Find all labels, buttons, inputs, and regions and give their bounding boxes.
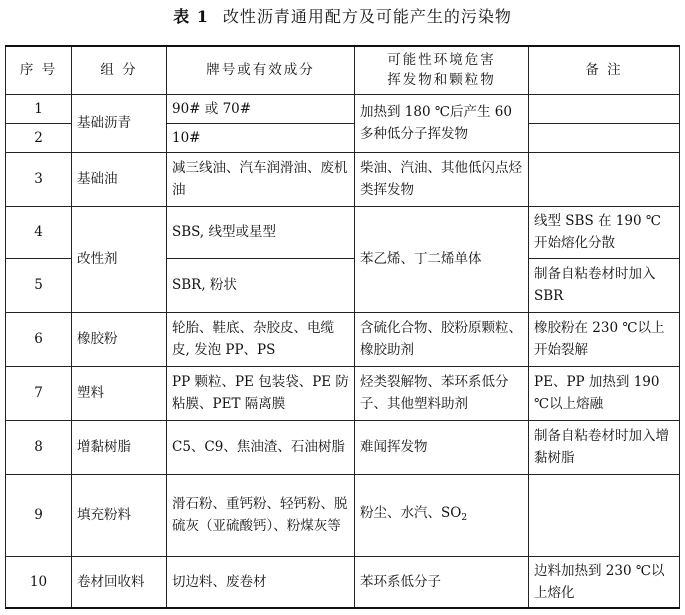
row-remark: PE、PP 加热到 190 ℃以上熔融 — [529, 366, 680, 420]
row-brand: 减三线油、汽车润滑油、废机油 — [167, 152, 355, 206]
table-caption: 改性沥青通用配方及可能产生的污染物 — [222, 7, 512, 26]
row-pollutant: 加热到 180 ℃后产生 60 多种低分子挥发物 — [355, 94, 529, 152]
row-pollutant: 苯环系低分子 — [355, 556, 529, 608]
table-row — [6, 556, 680, 608]
row-component: 卷材回收料 — [72, 556, 167, 608]
row-remark — [529, 123, 680, 152]
row-number: 1 — [6, 94, 72, 123]
table-row — [6, 366, 680, 420]
row-brand: SBR, 粉状 — [167, 258, 355, 312]
row-number: 3 — [6, 152, 72, 206]
row-brand: SBS, 线型或星型 — [167, 206, 355, 258]
table-row — [6, 94, 680, 123]
row-number: 5 — [6, 258, 72, 312]
row-number: 7 — [6, 366, 72, 420]
header-component: 组 分 — [72, 46, 167, 94]
table-row — [6, 206, 680, 258]
row-remark: 橡胶粉在 230 ℃以上开始裂解 — [529, 312, 680, 366]
header-brand: 牌号或有效成分 — [167, 46, 355, 94]
row-component: 增黏树脂 — [72, 420, 167, 474]
header-row — [6, 46, 680, 94]
table-row — [6, 312, 680, 366]
table-row — [6, 152, 680, 206]
row-remark: 线型 SBS 在 190 ℃开始熔化分散 — [529, 206, 680, 258]
header-pollutant-line1: 可能性环境危害 — [387, 52, 496, 69]
row-brand: 轮胎、鞋底、杂胶皮、电缆皮, 发泡 PP、PS — [167, 312, 355, 366]
row-number: 2 — [6, 123, 72, 152]
table-row — [6, 474, 680, 556]
header-pollutant — [355, 46, 529, 94]
row-remark — [529, 94, 680, 123]
row-brand: 90# 或 70# — [167, 94, 355, 123]
row-brand: 切边料、废卷材 — [167, 556, 355, 608]
row-brand: PP 颗粒、PE 包装袋、PE 防粘膜、PET 隔离膜 — [167, 366, 355, 420]
pollutant-text: 粉尘、水汽、SO — [360, 504, 462, 521]
header-pollutant-line2: 挥发物和颗粒物 — [387, 72, 496, 89]
row-number: 8 — [6, 420, 72, 474]
row-brand: C5、C9、焦油渣、石油树脂 — [167, 420, 355, 474]
table-title — [0, 4, 685, 27]
table-row — [6, 420, 680, 474]
row-number: 10 — [6, 556, 72, 608]
row-remark: 制备自粘卷材时加入 SBR — [529, 258, 680, 312]
row-brand: 10# — [167, 123, 355, 152]
row-pollutant — [355, 474, 529, 556]
row-component: 基础沥青 — [72, 94, 167, 152]
row-pollutant: 含硫化合物、胶粉原颗粒、橡胶助剂 — [355, 312, 529, 366]
row-pollutant: 难闻挥发物 — [355, 420, 529, 474]
row-number: 4 — [6, 206, 72, 258]
row-pollutant: 烃类裂解物、苯环系低分子、其他塑料助剂 — [355, 366, 529, 420]
header-remark: 备 注 — [529, 46, 680, 94]
row-component: 改性剂 — [72, 206, 167, 312]
row-remark — [529, 474, 680, 556]
row-brand: 滑石粉、重钙粉、轻钙粉、脱硫灰（亚硫酸钙）、粉煤灰等 — [167, 474, 355, 556]
row-component: 填充粉料 — [72, 474, 167, 556]
row-component: 塑料 — [72, 366, 167, 420]
row-remark — [529, 152, 680, 206]
row-pollutant: 苯乙烯、丁二烯单体 — [355, 206, 529, 312]
row-number: 6 — [6, 312, 72, 366]
row-component: 基础油 — [72, 152, 167, 206]
subscript: 2 — [461, 512, 468, 523]
row-number: 9 — [6, 474, 72, 556]
header-seq: 序 号 — [6, 46, 72, 94]
row-remark: 边料加热到 230 ℃以上熔化 — [529, 556, 680, 608]
row-remark: 制备自粘卷材时加入增黏树脂 — [529, 420, 680, 474]
row-component: 橡胶粉 — [72, 312, 167, 366]
table-number: 表 1 — [173, 7, 209, 26]
row-pollutant: 柴油、汽油、其他低闪点烃类挥发物 — [355, 152, 529, 206]
pollutant-table — [5, 45, 680, 609]
